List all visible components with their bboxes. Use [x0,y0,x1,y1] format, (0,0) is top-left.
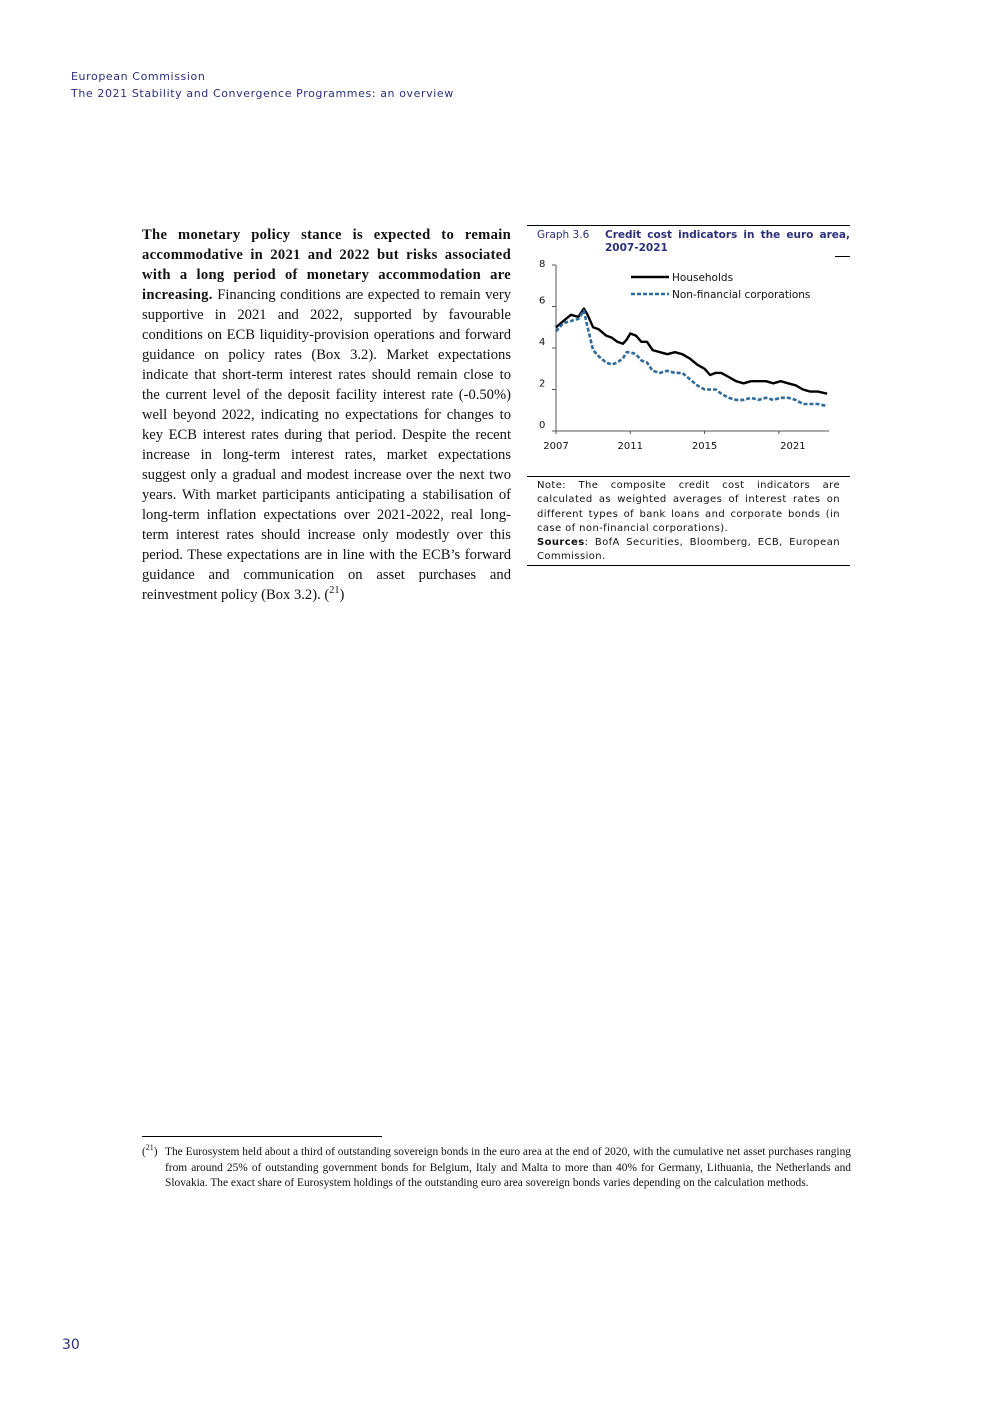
graph-number: Graph 3.6 [537,229,590,241]
chart-area [527,257,850,477]
footnote-text: The Eurosystem held about a third of outstanding sovereign bonds in the euro area at the end of 2020, with the cumulative net asset purchases ranging from around 25% of outstanding government bonds for Belgium, Italy and Malta to more than 40% for Germany, Lithuania, the Netherlands and Slovakia. The exact share of Eurosystem holdings of the outstanding euro area sovereign bonds varies depending on the calculation methods. [165,1146,851,1189]
y-tick-label: 4 [539,337,546,348]
graph-heading [527,226,850,255]
main-paragraph [142,225,850,605]
legend-label: Households [672,272,734,284]
paragraph-closing: ) [339,587,345,603]
legend-label: Non-financial corporations [672,289,811,301]
running-header [71,68,454,102]
footnote-separator [142,1136,382,1137]
y-tick-label: 2 [539,378,546,390]
footnote-marker: ($^{21}$) [142,1143,158,1158]
graph-title: Credit cost indicators in the euro area, 2007-2021 [605,229,850,254]
y-tick-label: 6 [539,295,546,307]
x-tick-label: 2007 [543,441,569,452]
x-tick-label: 2011 [617,441,644,452]
graph-note-text: Note: The composite credit cost indicators are calculated as weighted averages of interest rates on different types of bank loans and corporate bonds (in case of non-financial corporations). [537,480,840,534]
footnote-marker-number: 21 [145,1143,154,1153]
header-document-title: The 2021 Stability and Convergence Programmes: an overview [71,87,454,100]
graph-box [527,225,850,566]
page-number: 30 [62,1337,80,1353]
footnote [142,1145,851,1192]
y-tick-label: 8 [539,259,546,270]
series-line-households [556,309,827,394]
graph-note [527,477,850,566]
header-publisher: European Commission [71,70,206,83]
x-tick-label: 2015 [691,441,718,452]
graph-sources-label: Sources [537,537,585,549]
graph-sources-text: : BofA Securities, Bloomberg, ECB, European Commission. [537,537,840,563]
x-tick-label: 2021 [780,441,806,452]
line-chart [527,257,850,476]
y-tick-label: 0 [539,420,546,431]
paragraph-lead: The monetary policy stance is expected to remain accommodative in 2021 and 2022 but risks associated with a long period of monetary accommodation are increasing. [142,227,511,303]
footnote-reference[interactable]: 21 [329,585,340,597]
paragraph-text: Financing conditions are expected to remain very supportive in 2021 and 2022, supported by favourable conditions on ECB liquidity-provision operations and forward guidance on policy rates (Box 3.2). Market expectations indicate that short-term interest rates should remain close to the current level of the deposit facility interest rate (-0.50%) well beyond 2022, indicating no expectations for changes to key ECB interest rates during that period. Despite the recent increase in long-term interest rates, market expectations suggest only a gradual and modest increase over the next two years. With market participants anticipating a stabilisation of long-term inflation expectations over 2021-2022, real long-term interest rates should increase only modestly over this period. These expectations are in line with the ECB’s forward guidance and communication on asset purchases and reinvestment policy (Box 3.2). ( [142,287,511,603]
